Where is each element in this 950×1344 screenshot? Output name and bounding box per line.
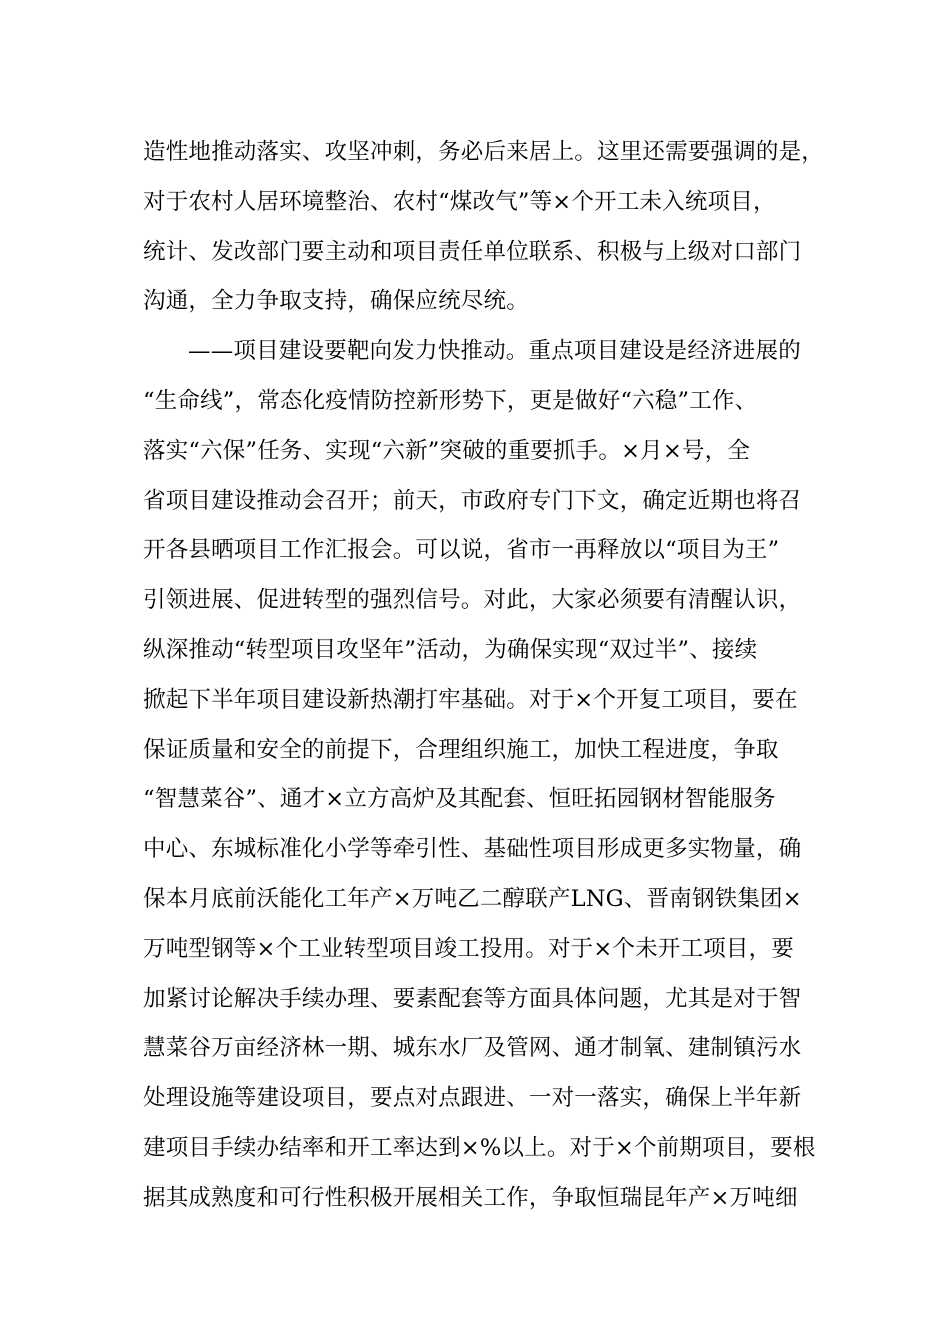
text-line: 落实“六保”任务、实现“六新”突破的重要抓手。×月×号，全 (143, 437, 751, 464)
paragraph-start-line: ——项目建设要靶向发力快推动。重点项目建设是经济进展的 (188, 338, 801, 365)
text-line: 慧菜谷万亩经济林一期、城东水厂及管网、通才制氧、建制镇污水 (143, 1035, 802, 1062)
text-line: 引领进展、促进转型的强烈信号。对此，大家必须要有清醒认识， (143, 587, 802, 614)
text-line: 沟通，全力争取支持，确保应统尽统。 (143, 288, 529, 315)
text-line: 保本月底前沃能化工年产×万吨乙二醇联产LNG、晋南钢铁集团× (143, 885, 802, 912)
text-line: 对于农村人居环境整治、农村“煤改气”等×个开工未入统项目， (143, 188, 776, 215)
text-line: 统计、发改部门要主动和项目责任单位联系、积极与上级对口部门 (143, 238, 802, 265)
text-line: “智慧菜谷”、通才×立方高炉及其配套、恒旺拓园钢材智能服务 (143, 786, 776, 813)
text-line: 中心、东城标准化小学等牵引性、基础性项目形成更多实物量，确 (143, 836, 802, 863)
text-line: 建项目手续办结率和开工率达到×%以上。对于×个前期项目，要根 (143, 1134, 816, 1161)
text-line: 据其成熟度和可行性积极开展相关工作，争取恒瑞昆年产×万吨细 (143, 1184, 798, 1211)
text-line: 省项目建设推动会召开；前天，市政府专门下文，确定近期也将召 (143, 487, 802, 514)
text-line: 处理设施等建设项目，要点对点跟进、一对一落实，确保上半年新 (143, 1085, 802, 1112)
text-line: 保证质量和安全的前提下，合理组织施工，加快工程进度，争取 (143, 736, 779, 763)
body-text (143, 128, 825, 1224)
text-line: 造性地推动落实、攻坚冲刺，务必后来居上。这里还需要强调的是， (143, 139, 825, 165)
text-line: 纵深推动“转型项目攻坚年”活动，为确保实现“双过半”、接续 (143, 636, 758, 663)
text-line: 开各县晒项目工作汇报会。可以说，省市一再释放以“项目为王” (143, 537, 780, 564)
text-line: 掀起下半年项目建设新热潮打牢基础。对于×个开复工项目，要在 (143, 686, 798, 713)
text-line: “生命线”，常态化疫情防控新形势下，更是做好“六稳”工作、 (143, 387, 758, 414)
text-line: 加紧讨论解决手续办理、要素配套等方面具体问题，尤其是对于智 (143, 985, 802, 1012)
text-line: 万吨型钢等×个工业转型项目竣工投用。对于×个未开工项目，要 (143, 935, 795, 962)
